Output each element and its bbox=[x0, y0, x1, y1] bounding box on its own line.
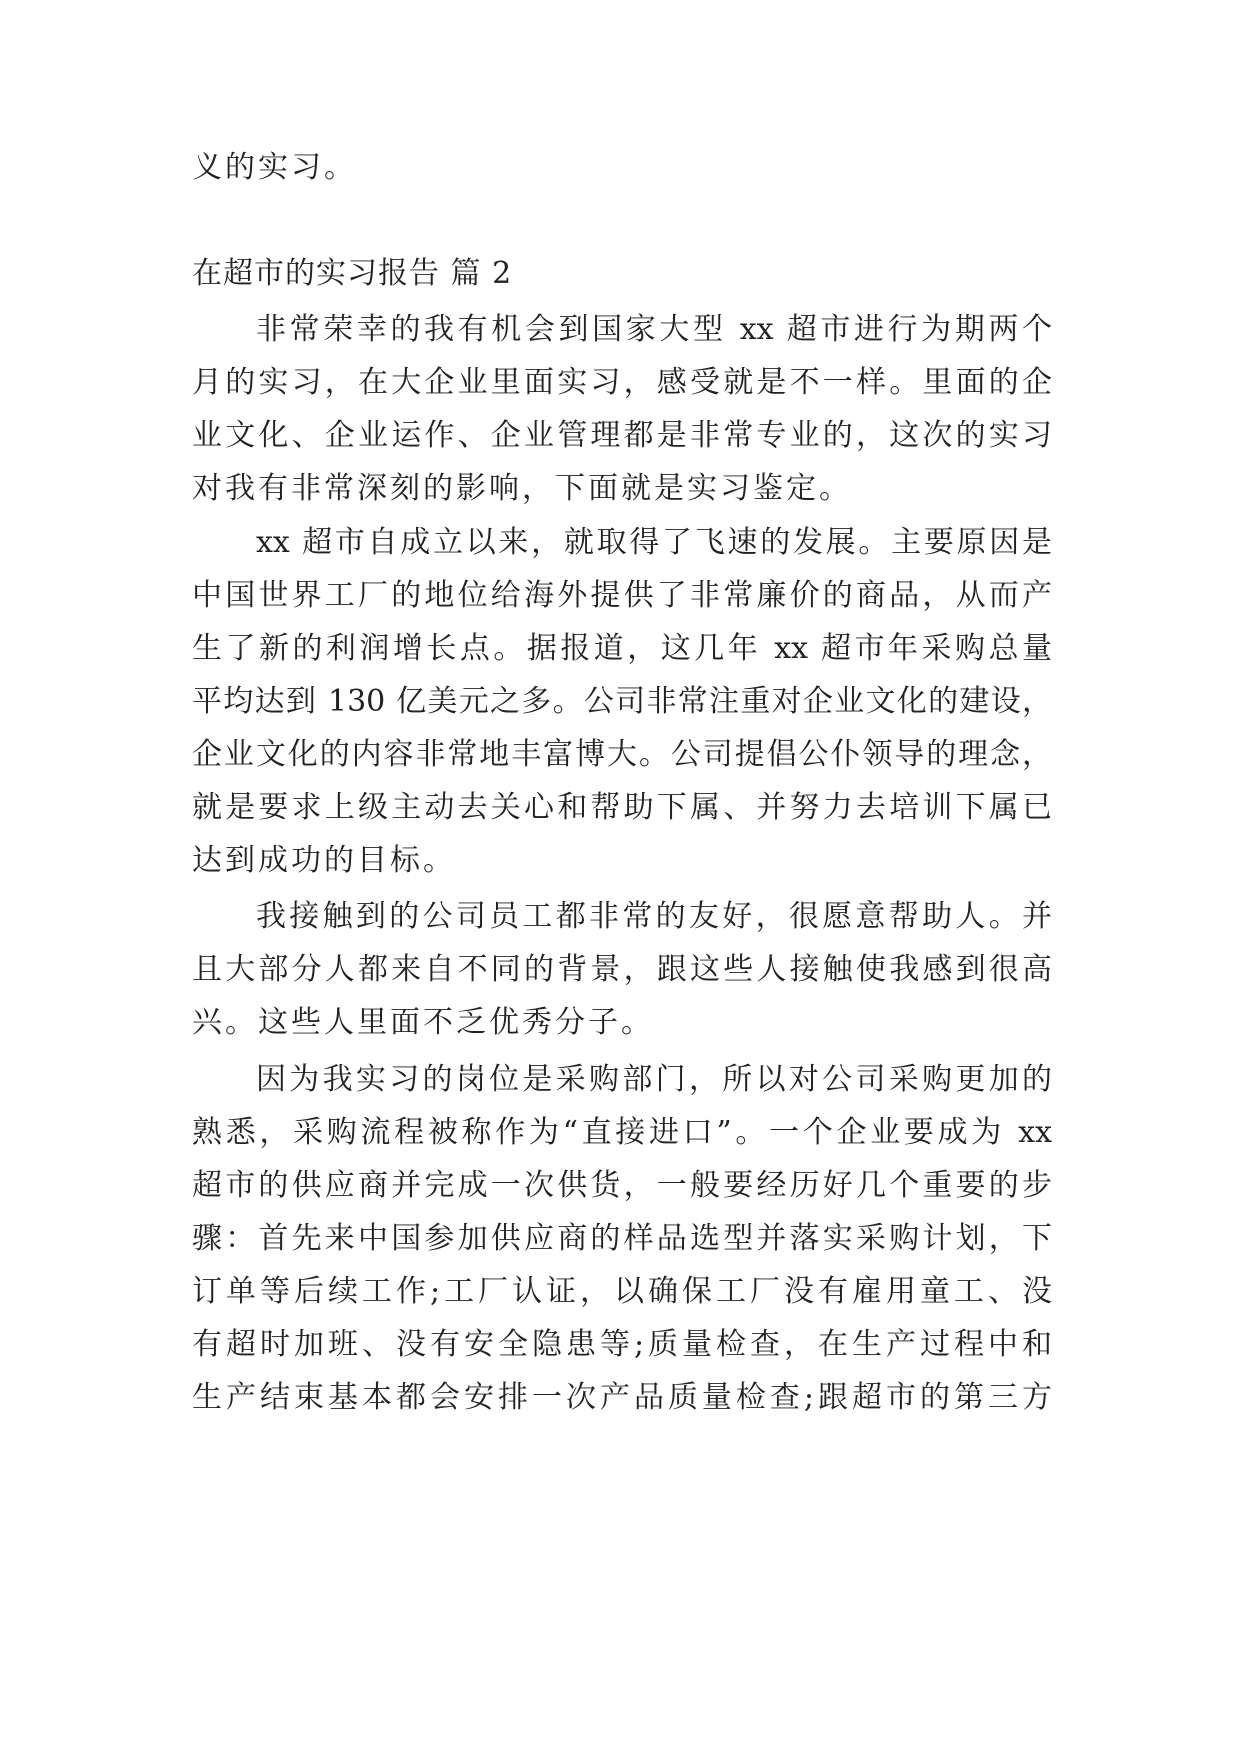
paragraph-2-line-1: xx 超市自成立以来，就取得了飞速的发展。主要原因是 bbox=[256, 525, 1052, 560]
paragraph-4-line-2: 熟悉，采购流程被称作为“直接进口”。一个企业要成为 xx bbox=[192, 1115, 1052, 1150]
paragraph-4-line-1: 因为我实习的岗位是采购部门，所以对公司采购更加的 bbox=[256, 1062, 1052, 1097]
paragraph-2-line-4: 平均达到 130 亿美元之多。公司非常注重对企业文化的建设， bbox=[192, 684, 1052, 719]
paragraph-3-line-3: 兴。这些人里面不乏优秀分子。 bbox=[192, 1005, 654, 1040]
paragraph-4-line-5: 订单等后续工作;工厂认证，以确保工厂没有雇用童工、没 bbox=[192, 1274, 1052, 1309]
paragraph-1-line-1: 非常荣幸的我有机会到国家大型 xx 超市进行为期两个 bbox=[256, 312, 1052, 347]
paragraph-2-line-3: 生了新的利润增长点。据报道，这几年 xx 超市年采购总量 bbox=[192, 631, 1052, 666]
paragraph-2-line-2: 中国世界工厂的地位给海外提供了非常廉价的商品，从而产 bbox=[192, 578, 1052, 613]
paragraph-3-line-1: 我接触到的公司员工都非常的友好，很愿意帮助人。并 bbox=[256, 899, 1052, 934]
paragraph-4-line-4: 骤：首先来中国参加供应商的样品选型并落实采购计划，下 bbox=[192, 1221, 1052, 1256]
paragraph-3-line-2: 且大部分人都来自不同的背景，跟这些人接触使我感到很高 bbox=[192, 952, 1052, 987]
paragraph-2-line-5: 企业文化的内容非常地丰富博大。公司提倡公仆领导的理念， bbox=[192, 737, 1052, 772]
paragraph-1-line-3: 业文化、企业运作、企业管理都是非常专业的，这次的实习 bbox=[192, 418, 1052, 453]
paragraph-1-line-2: 月的实习，在大企业里面实习，感受就是不一样。里面的企 bbox=[192, 365, 1052, 400]
paragraph-4-line-6: 有超时加班、没有安全隐患等;质量检查，在生产过程中和 bbox=[192, 1327, 1052, 1362]
paragraph-4-line-3: 超市的供应商并完成一次供货，一般要经历好几个重要的步 bbox=[192, 1168, 1052, 1203]
paragraph-2-line-7: 达到成功的目标。 bbox=[192, 843, 456, 878]
paragraph-2-line-6: 就是要求上级主动去关心和帮助下属、并努力去培训下属已 bbox=[192, 790, 1052, 825]
continuation-line: 义的实习。 bbox=[192, 150, 357, 185]
section-title: 在超市的实习报告 篇 2 bbox=[192, 256, 513, 291]
paragraph-4-line-7: 生产结束基本都会安排一次产品质量检查;跟超市的第三方 bbox=[192, 1380, 1052, 1415]
paragraph-1-line-4: 对我有非常深刻的影响，下面就是实习鉴定。 bbox=[192, 471, 852, 506]
